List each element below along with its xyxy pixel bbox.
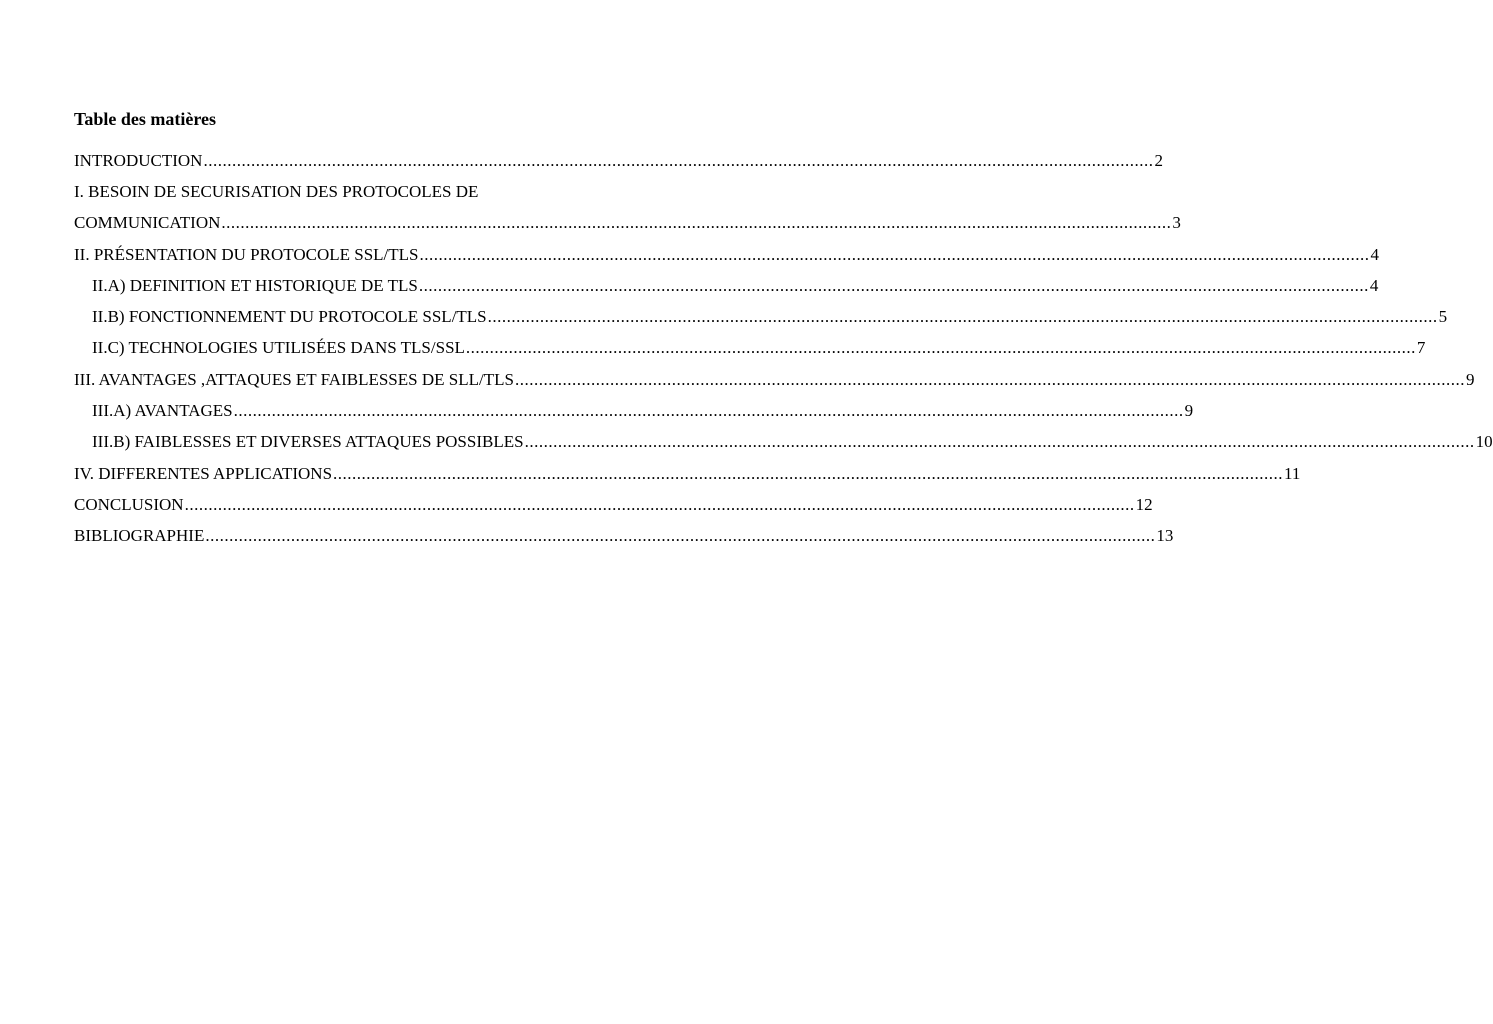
toc-page-number: 10: [1475, 432, 1493, 452]
toc-entry-text: BIBLIOGRAPHIE: [74, 526, 205, 546]
toc-page-number: 2: [1154, 150, 1163, 170]
toc-entry[interactable]: [74, 489, 1153, 520]
toc-page-number: 12: [1135, 494, 1153, 514]
toc-entry[interactable]: [74, 270, 1379, 301]
toc-entry[interactable]: [74, 458, 1301, 489]
toc-entry-text: II.B) FONCTIONNEMENT DU PROTOCOLE SSL/TLS: [92, 307, 487, 327]
toc-page-number: 9: [1184, 401, 1194, 421]
table-of-contents: [74, 145, 1493, 552]
toc-entry-text: III.B) FAIBLESSES ET DIVERSES ATTAQUES POSSIBLES: [92, 432, 524, 452]
toc-entry-text: III.A) AVANTAGES: [92, 401, 233, 421]
toc-entry[interactable]: [74, 239, 1379, 270]
toc-dot-leader: ........................................................................................................................................................................................................: [184, 494, 1135, 514]
toc-page-number: 9: [1465, 369, 1475, 389]
toc-page-number: 13: [1156, 526, 1174, 546]
toc-entry[interactable]: [74, 364, 1475, 395]
toc-entry[interactable]: [74, 208, 1181, 239]
toc-dot-leader: ........................................................................................................................................................................................................: [203, 150, 1154, 170]
toc-dot-leader: ........................................................................................................................................................................................................: [487, 307, 1438, 327]
toc-dot-leader: ........................................................................................................................................................................................................: [465, 338, 1416, 358]
toc-dot-leader: ........................................................................................................................................................................................................: [419, 244, 1370, 264]
toc-entry[interactable]: [74, 176, 696, 207]
toc-entry-text: IV. DIFFERENTES APPLICATIONS: [74, 463, 333, 483]
toc-entry[interactable]: [74, 521, 1174, 552]
toc-entry-text: COMMUNICATION: [74, 213, 221, 233]
toc-heading: Table des matières: [74, 109, 216, 129]
toc-entry[interactable]: [74, 427, 1493, 458]
toc-page-number: 4: [1370, 244, 1379, 264]
toc-dot-leader: ........................................................................................................................................................................................................: [524, 432, 1475, 452]
toc-dot-leader: ........................................................................................................................................................................................................: [221, 213, 1172, 233]
toc-page-number: 7: [1416, 338, 1426, 358]
toc-entry-text: II.C) TECHNOLOGIES UTILISÉES DANS TLS/SSL: [92, 338, 465, 358]
toc-entry-text: III. AVANTAGES ,ATTAQUES ET FAIBLESSES DE SLL/TLS: [74, 369, 514, 389]
toc-dot-leader: ........................................................................................................................................................................................................: [205, 526, 1156, 546]
toc-entry-text: CONCLUSION: [74, 494, 184, 514]
toc-entry-text: INTRODUCTION: [74, 150, 203, 170]
toc-page-number: 5: [1438, 307, 1448, 327]
toc-entry[interactable]: [74, 395, 1194, 426]
toc-entry-text: II. PRÉSENTATION DU PROTOCOLE SSL/TLS: [74, 244, 419, 264]
toc-entry[interactable]: [74, 145, 1163, 176]
toc-entry-text: I. BESOIN DE SECURISATION DES PROTOCOLES DE: [74, 181, 479, 201]
toc-entry[interactable]: [74, 301, 1448, 332]
toc-dot-leader: ........................................................................................................................................................................................................: [418, 275, 1369, 295]
toc-dot-leader: ........................................................................................................................................................................................................: [514, 369, 1465, 389]
toc-page-number: 4: [1369, 275, 1379, 295]
toc-dot-leader: ........................................................................................................................................................................................................: [233, 401, 1184, 421]
toc-page-number: 3: [1172, 213, 1181, 233]
toc-dot-leader: ........................................................................................................................................................................................................: [333, 463, 1284, 483]
toc-entry[interactable]: [74, 333, 1426, 364]
toc-entry-text: II.A) DEFINITION ET HISTORIQUE DE TLS: [92, 275, 418, 295]
toc-page-number: 11: [1284, 463, 1301, 483]
